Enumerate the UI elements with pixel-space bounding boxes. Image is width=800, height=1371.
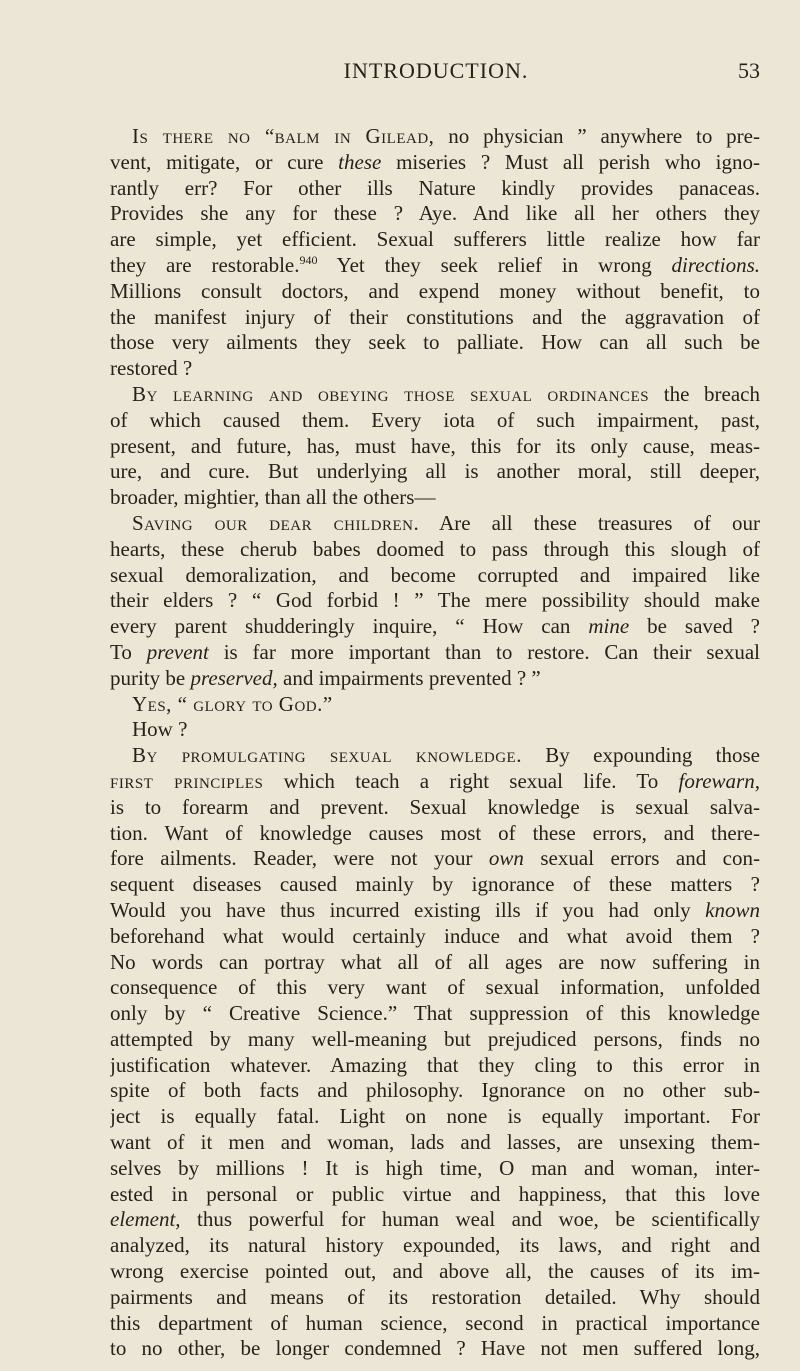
text-line	[110, 1001, 760, 1027]
text-line	[110, 950, 760, 976]
text-segment: their elders ? “ God forbid ! ” The mere possibility should make	[110, 588, 760, 613]
text-segment: which teach a right sexual life. To	[263, 768, 679, 793]
text-segment: ure, and cure. But underlying all is another moral, still deeper,	[110, 459, 760, 484]
text-segment: thus powerful for human weal and woe, be scientifically	[180, 1207, 760, 1232]
text-line	[110, 1053, 760, 1079]
text-line	[110, 795, 760, 821]
text-line	[110, 769, 760, 795]
text-line	[110, 717, 760, 743]
text-line	[110, 1336, 760, 1362]
text-segment: spite of both facts and philosophy. Ignorance on no other sub-	[110, 1078, 760, 1103]
text-segment: purity be	[110, 665, 191, 690]
text-segment: present, and future, has, must have, this for its only cause, meas-	[110, 433, 760, 458]
small-caps-lead: Yes, “ glory to God.”	[132, 691, 333, 716]
text-segment: pairments and means of its restoration detailed. Why should	[110, 1284, 760, 1309]
text-segment: fore ailments. Reader, were not your	[110, 846, 489, 871]
text-line	[110, 201, 760, 227]
text-line	[110, 1207, 760, 1233]
text-line	[110, 588, 760, 614]
text-line	[110, 537, 760, 563]
text-line	[110, 1130, 760, 1156]
text-segment: sexual demoralization, and become corrupted and impaired like	[110, 562, 760, 587]
text-line	[110, 434, 760, 460]
text-segment: restored ?	[110, 356, 193, 381]
text-line	[110, 666, 760, 692]
text-line	[110, 1182, 760, 1208]
small-caps-lead: first principles	[110, 768, 264, 793]
page-header	[112, 58, 760, 88]
text-segment: and impairments prevented ? ”	[277, 665, 541, 690]
text-segment: be saved ?	[629, 614, 760, 639]
small-caps-lead: By promulgating sexual knowledge.	[132, 743, 522, 768]
text-line	[110, 330, 760, 356]
footnote-ref: 940	[299, 252, 318, 267]
text-line	[110, 253, 760, 279]
text-segment: consequence of this very want of sexual information, unfolded	[110, 975, 760, 1000]
text-line	[110, 459, 760, 485]
text-segment: is to forearm and prevent. Sexual knowledge is sexual salva-	[110, 794, 760, 819]
text-segment: vent, mitigate, or cure	[110, 149, 339, 174]
text-segment: Millions consult doctors, and expend money without benefit, to	[110, 278, 760, 303]
text-line	[110, 898, 760, 924]
text-segment: this department of human science, second in practical importance	[110, 1310, 760, 1335]
text-line	[110, 614, 760, 640]
text-line	[110, 176, 760, 202]
text-segment: the breach	[649, 381, 760, 406]
text-line	[110, 305, 760, 331]
emphasis: prevent	[146, 639, 209, 664]
emphasis: element,	[110, 1207, 181, 1232]
emphasis: forewarn,	[678, 768, 760, 793]
text-line	[110, 279, 760, 305]
text-line	[110, 382, 760, 408]
page-number: 53	[738, 58, 760, 83]
text-segment: By expounding those	[521, 743, 760, 768]
text-line	[110, 1285, 760, 1311]
text-segment: Are all these treasures of our	[419, 510, 760, 535]
text-line	[110, 924, 760, 950]
text-segment: wrong exercise pointed out, and above all, the causes of its im-	[110, 1259, 760, 1284]
text-line	[110, 511, 760, 537]
text-segment: miseries ? Must all perish who igno-	[381, 149, 760, 174]
text-segment: How ?	[132, 717, 188, 742]
text-line	[110, 1027, 760, 1053]
text-line	[110, 872, 760, 898]
text-segment: Would you have thus incurred existing ills if you had only	[110, 897, 706, 922]
text-segment: of which caused them. Every iota of such impairment, past,	[110, 407, 760, 432]
text-line	[110, 227, 760, 253]
text-segment: is far more important than to restore. Can their sexual	[208, 639, 760, 664]
text-line	[110, 356, 760, 382]
text-segment: to no other, be longer condemned ? Have not men suffered long,	[110, 1336, 760, 1361]
text-line	[110, 1078, 760, 1104]
text-segment: selves by millions ! It is high time, O man and woman, inter-	[110, 1155, 760, 1180]
text-line	[110, 821, 760, 847]
small-caps-lead: By learning and obeying those sexual ordinances	[132, 381, 650, 406]
running-head: INTRODUCTION.	[343, 58, 529, 83]
text-segment: sexual errors and con-	[523, 846, 760, 871]
emphasis: own	[488, 846, 524, 871]
text-line	[110, 124, 760, 150]
text-segment: Provides she any for these ? Aye. And like all her others they	[110, 201, 760, 226]
emphasis: mine	[588, 614, 630, 639]
text-line	[110, 692, 760, 718]
text-segment: only by “ Creative Science.” That suppression of this knowledge	[110, 1001, 760, 1026]
emphasis: preserved,	[190, 665, 278, 690]
text-segment: analyzed, its natural history expounded, its laws, and right and	[110, 1233, 760, 1258]
text-segment: those very ailments they seek to palliate. How can all such be	[110, 330, 760, 355]
text-line	[110, 1311, 760, 1337]
text-line	[110, 1233, 760, 1259]
text-segment: broader, mightier, than all the others—	[110, 485, 436, 510]
text-segment: justification whatever. Amazing that they cling to this error in	[110, 1052, 760, 1077]
text-line	[110, 563, 760, 589]
emphasis: directions.	[671, 252, 760, 277]
text-segment: sequent diseases caused mainly by ignorance of these matters ?	[110, 872, 760, 897]
text-line	[110, 640, 760, 666]
text-segment: rantly err? For other ills Nature kindly provides panaceas.	[110, 175, 760, 200]
text-line	[110, 150, 760, 176]
emphasis: known	[705, 897, 760, 922]
text-segment: every parent shudderingly inquire, “ How can	[110, 614, 589, 639]
text-segment: they are restorable.	[110, 252, 300, 277]
text-line	[110, 1104, 760, 1130]
small-caps-lead: Is there no “balm in Gilead,	[132, 124, 435, 148]
text-line	[110, 1259, 760, 1285]
text-segment: beforehand what would certainly induce and what avoid them ?	[110, 923, 760, 948]
text-line	[110, 408, 760, 434]
text-line	[110, 485, 760, 511]
text-segment: the manifest injury of their constitutions and the aggravation of	[110, 304, 760, 329]
text-line	[110, 1156, 760, 1182]
body-text	[110, 124, 760, 1362]
text-segment: No words can portray what all of all ages are now suffering in	[110, 949, 760, 974]
text-segment: no physician ” anywhere to pre-	[434, 124, 760, 148]
text-segment: hearts, these cherub babes doomed to pass through this slough of	[110, 536, 760, 561]
small-caps-lead: Saving our dear children.	[132, 510, 420, 535]
text-line	[110, 743, 760, 769]
text-segment: tion. Want of knowledge causes most of these errors, and there-	[110, 820, 760, 845]
text-segment: To	[110, 639, 147, 664]
text-line	[110, 975, 760, 1001]
emphasis: these	[338, 149, 382, 174]
text-segment: ject is equally fatal. Light on none is equally important. For	[110, 1104, 760, 1129]
text-segment: want of it men and woman, lads and lasses, are unsexing them-	[110, 1130, 760, 1155]
text-segment: Yet they seek relief in wrong	[317, 252, 672, 277]
text-segment: ested in personal or public virtue and happiness, that this love	[110, 1181, 760, 1206]
text-line	[110, 846, 760, 872]
text-segment: are simple, yet efficient. Sexual sufferers little realize how far	[110, 227, 760, 252]
text-segment: attempted by many well-meaning but prejudiced persons, finds no	[110, 1026, 760, 1051]
